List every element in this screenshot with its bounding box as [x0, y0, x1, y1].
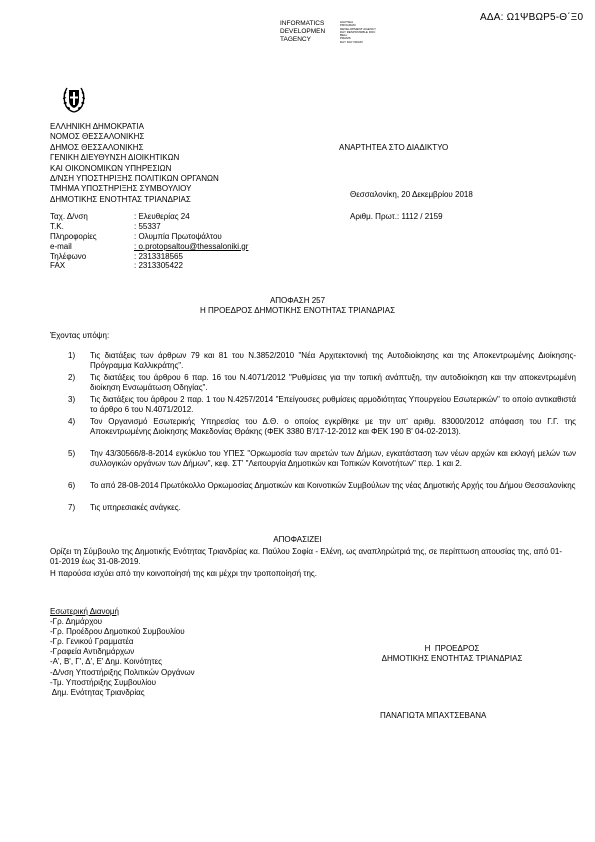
distribution-item: -Α', Β', Γ', Δ', Ε' Δημ. Κοινότητες [50, 657, 163, 667]
header-line: ΔΗΜΟΣ ΘΕΣΣΑΛΟΝΙΚΗΣ [50, 142, 144, 152]
agency-logo-tiny-line: PRAMS [340, 36, 351, 41]
distribution-item: -Γρ. Προέδρου Δημοτικού Συμβουλίου [50, 627, 185, 637]
agency-logo-line: INFORMATICS [280, 20, 325, 27]
list-item-text: Τον Οργανισμό Εσωτερικής Υπηρεσίας του Δ.Θ. ο οποίος εγκρίθηκε με την υπ' αριθμ. 83000/2012 απόφαση του Γ.Γ. της Αποκεντρωμένης Διοίκησης Μακεδονίας Θράκης (ΦΕΚ 3380 Β'/17-12-2012 και ΦΕΚ 190 Β' 04-02-2013). [90, 417, 576, 436]
decision-body: Ορίζει τη Σύμβουλο της Δημοτικής Ενότητας Τριανδρίας κα. Παύλου Σοφία - Ελένη, ως αναπληρώτριά της, σε περίπτωση απουσίας της, από 01-01-2019 έως 31-08-2019. [50, 547, 562, 566]
contact-value: : Ελευθερίας 24 [134, 212, 190, 221]
signature-name: ΠΑΝΑΓΙΩΤΑ ΜΠΑΧΤΣΕΒΑΝΑ [380, 711, 487, 720]
distribution-item: -Τμ. Υποστήριξης Συμβουλίου [50, 677, 157, 687]
ada-code: ΑΔΑ: Ω1ΨΒΩΡ5-Θ΄Ξ0 [480, 12, 584, 23]
contact-row [50, 222, 310, 232]
distribution-item: -Γρ. Γενικού Γραμματέα [50, 637, 134, 647]
header-line: ΔΗΜΟΤΙΚΗΣ ΕΝΟΤΗΤΑΣ ΤΡΙΑΝΔΡΙΑΣ [50, 194, 191, 204]
list-item-number: 2) [68, 373, 76, 382]
distribution-item: -Γρ. Δημάρχου [50, 617, 103, 627]
list-item-text: Τις διατάξεις του άρθρου 2 παρ. 1 του Ν.4257/2014 "Επείγουσες ρυθμίσεις αρμοδιότητας Υπουργείου Εσωτερικών" το οποίο αντικαθιστά το άρθρο 6 του Ν.4071/2012. [90, 395, 576, 414]
list-item-number: 7) [68, 503, 76, 512]
agency-logo-tiny-line: DAY RESPONSIBLE DOC [340, 29, 376, 34]
contact-label: FAX [50, 261, 66, 271]
agency-logo-tiny-line: DEVELOPMENT AGENCY [340, 26, 376, 31]
contact-value: : 2313305422 [134, 261, 183, 271]
contact-value: : Ολυμπία Πρωτοψάλτου [134, 231, 222, 241]
list-item [68, 449, 576, 480]
agency-logo-line: TAGENCY [280, 36, 311, 43]
header-line: Δ/ΝΣΗ ΥΠΟΣΤΗΡΙΞΗΣ ΠΟΛΙΤΙΚΩΝ ΟΡΓΑΝΩΝ [50, 174, 219, 184]
contact-label: Τ.Κ. [50, 221, 64, 231]
contact-label: Ταχ. Δ/νση [50, 212, 88, 221]
agency-logo [280, 20, 325, 44]
header-line: ΤΜΗΜΑ ΥΠΟΣΤΗΡΙΞΗΣ ΣΥΜΒΟΥΛΙΟΥ [50, 184, 192, 194]
list-item-number: 1) [68, 351, 76, 360]
list-item-number: 3) [68, 395, 76, 404]
list-item [68, 503, 576, 514]
list-item [68, 481, 576, 502]
list-item-text: Την 43/30566/8-8-2014 εγκύκλιο του ΥΠΕΣ "Ορκωμοσία των αιρετών των Δήμων, εγκατάσταση των νέων αρχών και εκλογή μελών των συλλογικών οργάνων των Δήμων", κεφ. ΣΤ' "Λειτουργία Δημοτικών και Τοπικών Κοινοτήτων" περ. 1 και 2. [90, 449, 576, 468]
place-date: Θεσσαλονίκη, 20 Δεκεμβρίου 2018 [350, 190, 473, 199]
contact-details [50, 212, 310, 271]
list-item [68, 351, 576, 372]
contact-row [50, 232, 310, 242]
contact-row [50, 252, 310, 262]
header-line: ΚΑΙ ΟΙΚΟΝΟΜΙΚΩΝ ΥΠΗΡΕΣΙΩΝ [50, 163, 172, 173]
protocol-number: Αριθμ. Πρωτ.: 1112 / 2159 [350, 212, 443, 221]
agency-logo-tiny-line: PROGRAM [340, 23, 356, 28]
header-line: ΓΕΝΙΚΗ ΔΙΕΥΘΥΝΣΗ ΔΙΟΙΚΗΤΙΚΩΝ [50, 153, 180, 163]
list-item [68, 373, 576, 394]
agency-logo-tiny [340, 21, 376, 44]
list-item-text: Τις διατάξεις του άρθρου 6 παρ. 16 του Ν.4071/2012 "Ρυθμίσεις για την τοπική ανάπτυξη, την αυτοδιοίκηση και την αποκεντρωμένη διοίκηση Ενσωμάτωση Οδηγίας". [90, 373, 576, 392]
list-item-number: 5) [68, 449, 76, 458]
list-item-text: Τις διατάξεις των άρθρων 79 και 81 του Ν.3852/2010 "Νέα Αρχιτεκτονική της Αυτοδιοίκησης και της Αποκεντρωμένης Διοίκησης- Πρόγραμμα Καλλικράτης". [90, 351, 576, 370]
list-item-number: 4) [68, 417, 76, 426]
agency-logo-tiny-line: ΔΙΑΥΓΕΙΑ [340, 20, 354, 24]
list-item-number: 6) [68, 481, 76, 490]
list-item [68, 417, 576, 448]
list-item-text: Το από 28-08-2014 Πρωτόκολλο Ορκωμοσίας Δημοτικών και Κοινοτικών Συμβούλων της νέας Δημοτικής Αρχής του Δήμου Θεσσαλονίκης [90, 481, 576, 490]
email-link[interactable]: : o.protopsaltou@thessaloniki.gr [134, 241, 249, 251]
decision-title: ΑΠΟΦΑΣΗ 257 [269, 296, 326, 305]
distribution-item: -Δ/νση Υποστήριξης Πολιτικών Οργάνων [50, 667, 195, 677]
considering-label: Έχοντας υπόψη: [50, 331, 110, 340]
contact-label: e-mail [50, 241, 72, 251]
coat-of-arms-icon [61, 84, 87, 117]
considerations-list [68, 351, 576, 515]
contact-value: : 55337 [134, 221, 161, 231]
contact-row [50, 242, 310, 252]
distribution-list [50, 607, 195, 698]
signature-unit: ΔΗΜΟΤΙΚΗΣ ΕΝΟΤΗΤΑΣ ΤΡΙΑΝΔΡΙΑΣ [381, 654, 523, 663]
distribution-title: Εσωτερική Διανομή [50, 607, 119, 616]
header-line: ΝΟΜΟΣ ΘΕΣΣΑΛΟΝΙΚΗΣ [50, 132, 145, 142]
decision-subtitle: Η ΠΡΟΕΔΡΟΣ ΔΗΜΟΤΙΚΗΣ ΕΝΟΤΗΤΑΣ ΤΡΙΑΝΔΡΙΑΣ [199, 306, 396, 315]
contact-label: Τηλέφωνο [50, 251, 87, 261]
post-notice: ΑΝΑΡΤΗΤΕΑ ΣΤΟ ΔΙΑΔΙΚΤΥΟ [339, 143, 449, 152]
distribution-item: -Γραφεία Αντιδημάρχων [50, 647, 135, 657]
signature-role: Η ΠΡΟΕΔΡΟΣ [424, 644, 480, 653]
agency-logo-tiny-line: BELL [340, 33, 348, 38]
contact-value: : 2313318565 [134, 251, 183, 261]
header-line: ΕΛΛΗΝΙΚΗ ΔΗΜΟΚΡΑΤΙΑ [50, 122, 144, 131]
contact-label: Πληροφορίες [50, 231, 97, 241]
agency-logo-tiny-line: DAY DAY DRUM [340, 39, 363, 44]
agency-logo-line: DEVELOPMEN [280, 28, 326, 35]
decision-validity: Η παρούσα ισχύει από την κοινοποίησή της και μέχρι την τροποποίησή της. [50, 569, 317, 578]
contact-row [50, 212, 310, 222]
list-item-text: Τις υπηρεσιακές ανάγκες. [90, 503, 181, 512]
decides-heading: ΑΠΟΦΑΣΙΖΕΙ [273, 535, 322, 544]
issuer-header [50, 122, 219, 205]
list-item [68, 395, 576, 416]
distribution-item: Δημ. Ενότητας Τριανδρίας [50, 687, 145, 697]
contact-row [50, 261, 310, 271]
